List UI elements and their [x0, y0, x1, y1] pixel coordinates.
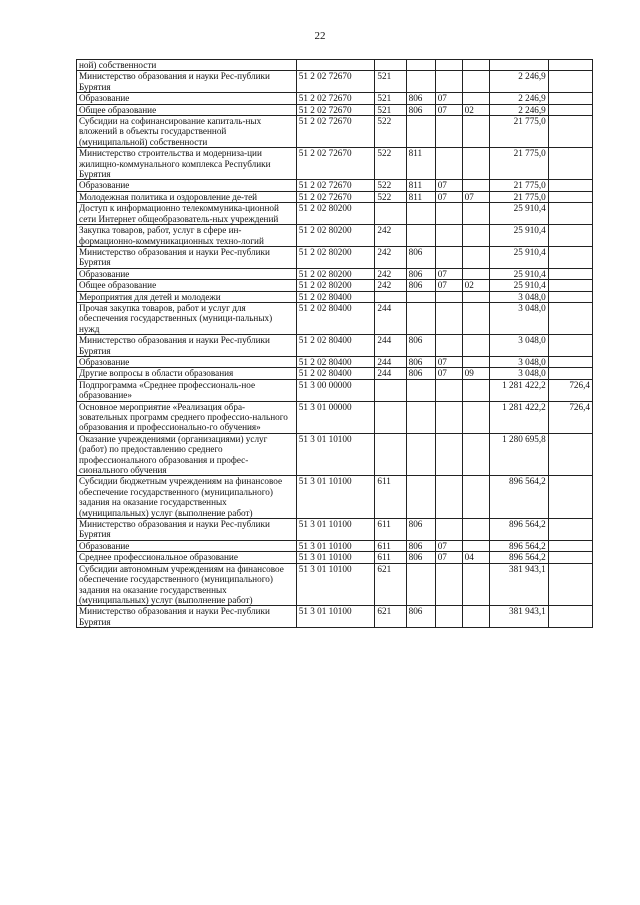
cell-pr [462, 71, 489, 93]
cell-csr: 51 3 01 00000 [296, 401, 375, 433]
cell-vr: 521 [375, 71, 406, 93]
cell-grbs: 806 [406, 356, 435, 367]
cell-rz [435, 225, 462, 247]
budget-table-body [77, 60, 593, 628]
cell-vr: 522 [375, 180, 406, 191]
cell-pr [462, 60, 489, 71]
cell-name: Общее образование [77, 280, 297, 291]
cell-rz [435, 519, 462, 541]
table-row [77, 335, 593, 357]
cell-name: ной) собственности [77, 60, 297, 71]
cell-pr [462, 302, 489, 334]
cell-sum2 [548, 356, 592, 367]
cell-rz [435, 476, 462, 519]
cell-csr: 51 2 02 80200 [296, 268, 375, 279]
cell-vr [375, 203, 406, 225]
cell-pr [462, 246, 489, 268]
cell-csr: 51 2 02 80400 [296, 356, 375, 367]
cell-name: Субсидии на софинансирование капиталь-ных вложений в объекты государственной (муниципальной) собственности [77, 116, 297, 148]
cell-grbs [406, 203, 435, 225]
cell-vr [375, 401, 406, 433]
cell-rz: 07 [435, 552, 462, 563]
cell-sum1: 21 775,0 [489, 180, 548, 191]
table-row [77, 116, 593, 148]
cell-vr: 242 [375, 225, 406, 247]
cell-sum2 [548, 116, 592, 148]
cell-grbs: 811 [406, 148, 435, 180]
cell-csr: 51 3 01 10100 [296, 476, 375, 519]
cell-grbs: 806 [406, 540, 435, 551]
cell-rz: 07 [435, 180, 462, 191]
cell-pr: 02 [462, 104, 489, 115]
cell-name: Образование [77, 180, 297, 191]
cell-vr: 244 [375, 335, 406, 357]
cell-csr [296, 60, 375, 71]
cell-sum2 [548, 552, 592, 563]
table-row [77, 356, 593, 367]
cell-sum2 [548, 476, 592, 519]
budget-table [76, 59, 593, 628]
cell-sum1: 2 246,9 [489, 93, 548, 104]
cell-name: Доступ к информационно телекоммуника-ционной сети Интернет общеобразователь-ных учреждений [77, 203, 297, 225]
cell-name: Среднее профессиональное образование [77, 552, 297, 563]
cell-sum2 [548, 203, 592, 225]
cell-sum2 [548, 291, 592, 302]
table-row [77, 552, 593, 563]
table-row [77, 291, 593, 302]
cell-sum1: 2 246,9 [489, 104, 548, 115]
page-number: 22 [314, 30, 326, 42]
cell-grbs: 811 [406, 191, 435, 202]
cell-csr: 51 3 01 10100 [296, 519, 375, 541]
cell-sum1: 25 910,4 [489, 280, 548, 291]
cell-rz [435, 335, 462, 357]
cell-sum2 [548, 280, 592, 291]
cell-grbs: 806 [406, 519, 435, 541]
cell-csr: 51 2 02 72670 [296, 93, 375, 104]
cell-csr: 51 2 02 72670 [296, 180, 375, 191]
cell-csr: 51 2 02 80200 [296, 280, 375, 291]
table-row [77, 519, 593, 541]
cell-pr: 09 [462, 368, 489, 379]
cell-grbs: 806 [406, 606, 435, 628]
cell-rz [435, 302, 462, 334]
cell-grbs [406, 433, 435, 476]
cell-sum2 [548, 519, 592, 541]
cell-sum2 [548, 60, 592, 71]
cell-grbs [406, 291, 435, 302]
cell-rz: 07 [435, 368, 462, 379]
cell-sum1: 3 048,0 [489, 368, 548, 379]
cell-grbs: 806 [406, 104, 435, 115]
cell-sum1: 896 564,2 [489, 519, 548, 541]
cell-csr: 51 3 01 10100 [296, 563, 375, 606]
cell-sum2: 726,4 [548, 401, 592, 433]
cell-sum2 [548, 563, 592, 606]
cell-sum1 [489, 60, 548, 71]
cell-sum1: 25 910,4 [489, 203, 548, 225]
cell-pr [462, 540, 489, 551]
cell-grbs [406, 379, 435, 401]
cell-rz [435, 148, 462, 180]
cell-sum2 [548, 71, 592, 93]
table-row [77, 180, 593, 191]
cell-name: Министерство образования и науки Рес-публики Бурятия [77, 335, 297, 357]
cell-rz [435, 401, 462, 433]
table-row [77, 302, 593, 334]
cell-name: Основное мероприятие «Реализация обра-зовательных программ среднего профессио-нального образования и профессионально-го обучения» [77, 401, 297, 433]
table-row [77, 268, 593, 279]
table-row [77, 203, 593, 225]
cell-name: Министерство образования и науки Рес-публики Бурятия [77, 71, 297, 93]
cell-name: Министерство образования и науки Рес-публики Бурятия [77, 606, 297, 628]
cell-rz: 07 [435, 93, 462, 104]
cell-vr: 521 [375, 104, 406, 115]
cell-pr [462, 116, 489, 148]
cell-sum1: 3 048,0 [489, 291, 548, 302]
cell-grbs: 806 [406, 335, 435, 357]
cell-grbs [406, 225, 435, 247]
table-row [77, 93, 593, 104]
cell-grbs: 806 [406, 368, 435, 379]
cell-sum1: 896 564,2 [489, 540, 548, 551]
cell-csr: 51 2 02 80400 [296, 302, 375, 334]
cell-csr: 51 2 02 72670 [296, 148, 375, 180]
cell-rz [435, 606, 462, 628]
cell-sum2 [548, 93, 592, 104]
cell-csr: 51 2 02 80200 [296, 225, 375, 247]
cell-vr [375, 433, 406, 476]
cell-vr: 244 [375, 368, 406, 379]
cell-name: Общее образование [77, 104, 297, 115]
cell-rz: 07 [435, 268, 462, 279]
cell-csr: 51 2 02 72670 [296, 104, 375, 115]
cell-sum1: 21 775,0 [489, 116, 548, 148]
cell-csr: 51 2 02 80400 [296, 291, 375, 302]
cell-sum2 [548, 302, 592, 334]
cell-sum2 [548, 191, 592, 202]
cell-name: Прочая закупка товаров, работ и услуг для обеспечения государственных (муници-пальных) нужд [77, 302, 297, 334]
table-row [77, 368, 593, 379]
cell-grbs [406, 116, 435, 148]
cell-sum1: 1 281 422,2 [489, 401, 548, 433]
cell-pr [462, 268, 489, 279]
cell-name: Мероприятия для детей и молодежи [77, 291, 297, 302]
cell-sum2 [548, 225, 592, 247]
cell-csr: 51 3 00 00000 [296, 379, 375, 401]
cell-vr [375, 60, 406, 71]
cell-rz [435, 563, 462, 606]
cell-vr: 611 [375, 519, 406, 541]
cell-vr: 611 [375, 540, 406, 551]
cell-name: Подпрограмма «Среднее профессиональ-ное образование» [77, 379, 297, 401]
cell-sum1: 25 910,4 [489, 225, 548, 247]
cell-sum2 [548, 148, 592, 180]
cell-sum1: 3 048,0 [489, 302, 548, 334]
cell-sum1: 3 048,0 [489, 335, 548, 357]
cell-vr: 242 [375, 246, 406, 268]
cell-grbs [406, 302, 435, 334]
cell-rz [435, 203, 462, 225]
cell-csr: 51 2 02 80200 [296, 246, 375, 268]
cell-pr [462, 401, 489, 433]
cell-rz: 07 [435, 191, 462, 202]
table-row [77, 401, 593, 433]
table-row [77, 104, 593, 115]
cell-sum1: 21 775,0 [489, 191, 548, 202]
cell-sum1: 25 910,4 [489, 246, 548, 268]
cell-pr [462, 335, 489, 357]
cell-grbs: 806 [406, 280, 435, 291]
cell-vr [375, 291, 406, 302]
table-row [77, 280, 593, 291]
cell-vr: 244 [375, 356, 406, 367]
cell-csr: 51 2 02 72670 [296, 116, 375, 148]
cell-pr [462, 563, 489, 606]
cell-vr: 611 [375, 552, 406, 563]
cell-vr: 522 [375, 191, 406, 202]
cell-vr: 242 [375, 268, 406, 279]
cell-name: Образование [77, 93, 297, 104]
cell-csr: 51 2 02 80400 [296, 368, 375, 379]
cell-vr: 621 [375, 563, 406, 606]
cell-sum2 [548, 180, 592, 191]
table-row [77, 191, 593, 202]
cell-grbs: 806 [406, 268, 435, 279]
cell-name: Образование [77, 268, 297, 279]
cell-vr: 522 [375, 116, 406, 148]
cell-sum2 [548, 606, 592, 628]
cell-vr: 611 [375, 476, 406, 519]
cell-csr: 51 3 01 10100 [296, 552, 375, 563]
cell-rz [435, 246, 462, 268]
cell-pr [462, 519, 489, 541]
cell-pr [462, 291, 489, 302]
cell-sum1: 1 281 422,2 [489, 379, 548, 401]
table-row [77, 246, 593, 268]
cell-grbs: 811 [406, 180, 435, 191]
table-row [77, 433, 593, 476]
table-row [77, 225, 593, 247]
cell-pr [462, 379, 489, 401]
cell-vr: 522 [375, 148, 406, 180]
cell-name: Субсидии автономным учреждениям на финансовое обеспечение государственного (муниципального) задания на оказание государственных (муниципальных) услуг (выполнение работ) [77, 563, 297, 606]
cell-name: Министерство образования и науки Рес-публики Бурятия [77, 246, 297, 268]
cell-sum2 [548, 433, 592, 476]
cell-csr: 51 2 02 72670 [296, 71, 375, 93]
cell-name: Закупка товаров, работ, услуг в сфере ин-формационно-коммуникационных техно-логий [77, 225, 297, 247]
cell-vr: 621 [375, 606, 406, 628]
cell-grbs [406, 60, 435, 71]
cell-vr: 244 [375, 302, 406, 334]
cell-sum2 [548, 335, 592, 357]
cell-sum1: 381 943,1 [489, 606, 548, 628]
cell-grbs [406, 71, 435, 93]
table-row [77, 379, 593, 401]
cell-sum1: 896 564,2 [489, 476, 548, 519]
cell-vr: 242 [375, 280, 406, 291]
cell-rz: 07 [435, 104, 462, 115]
cell-rz: 07 [435, 280, 462, 291]
cell-sum1: 896 564,2 [489, 552, 548, 563]
table-row [77, 563, 593, 606]
cell-rz: 07 [435, 540, 462, 551]
cell-sum2 [548, 268, 592, 279]
cell-rz [435, 291, 462, 302]
cell-rz [435, 60, 462, 71]
cell-grbs [406, 476, 435, 519]
cell-pr: 02 [462, 280, 489, 291]
cell-sum1: 381 943,1 [489, 563, 548, 606]
table-row [77, 540, 593, 551]
cell-pr [462, 476, 489, 519]
cell-sum1: 3 048,0 [489, 356, 548, 367]
cell-vr [375, 379, 406, 401]
cell-pr [462, 148, 489, 180]
cell-csr: 51 2 02 72670 [296, 191, 375, 202]
cell-grbs [406, 563, 435, 606]
cell-sum1: 2 246,9 [489, 71, 548, 93]
table-row [77, 148, 593, 180]
cell-name: Молодежная политика и оздоровление де-тей [77, 191, 297, 202]
cell-sum2 [548, 368, 592, 379]
cell-sum1: 25 910,4 [489, 268, 548, 279]
cell-name: Другие вопросы в области образования [77, 368, 297, 379]
cell-pr [462, 606, 489, 628]
table-row [77, 606, 593, 628]
cell-name: Оказание учреждениями (организациями) услуг (работ) по предоставлению среднего профессионального образования и профес-сионального обучения [77, 433, 297, 476]
cell-name: Образование [77, 356, 297, 367]
cell-name: Министерство образования и науки Рес-публики Бурятия [77, 519, 297, 541]
cell-rz [435, 379, 462, 401]
cell-rz [435, 116, 462, 148]
cell-grbs: 806 [406, 246, 435, 268]
cell-vr: 521 [375, 93, 406, 104]
table-row [77, 476, 593, 519]
cell-grbs: 806 [406, 552, 435, 563]
cell-csr: 51 2 02 80400 [296, 335, 375, 357]
cell-sum1: 1 280 695,8 [489, 433, 548, 476]
cell-rz: 07 [435, 356, 462, 367]
cell-csr: 51 2 02 80200 [296, 203, 375, 225]
cell-pr [462, 356, 489, 367]
cell-pr [462, 203, 489, 225]
cell-name: Субсидии бюджетным учреждениям на финансовое обеспечение государственного (муниципального) задания на оказание государственных (муниципальных) услуг (выполнение работ) [77, 476, 297, 519]
cell-grbs [406, 401, 435, 433]
cell-csr: 51 3 01 10100 [296, 540, 375, 551]
cell-rz [435, 433, 462, 476]
cell-rz [435, 71, 462, 93]
cell-name: Образование [77, 540, 297, 551]
cell-grbs: 806 [406, 93, 435, 104]
cell-pr [462, 93, 489, 104]
cell-sum2: 726,4 [548, 379, 592, 401]
cell-pr: 04 [462, 552, 489, 563]
cell-sum2 [548, 540, 592, 551]
cell-pr [462, 225, 489, 247]
table-row [77, 60, 593, 71]
cell-sum2 [548, 104, 592, 115]
cell-sum1: 21 775,0 [489, 148, 548, 180]
cell-csr: 51 3 01 10100 [296, 433, 375, 476]
cell-csr: 51 3 01 10100 [296, 606, 375, 628]
table-row [77, 71, 593, 93]
cell-pr [462, 433, 489, 476]
cell-sum2 [548, 246, 592, 268]
cell-name: Министерство строительства и модерниза-ции жилищно-коммунального комплекса Республики Бурятия [77, 148, 297, 180]
cell-pr [462, 180, 489, 191]
cell-pr: 07 [462, 191, 489, 202]
